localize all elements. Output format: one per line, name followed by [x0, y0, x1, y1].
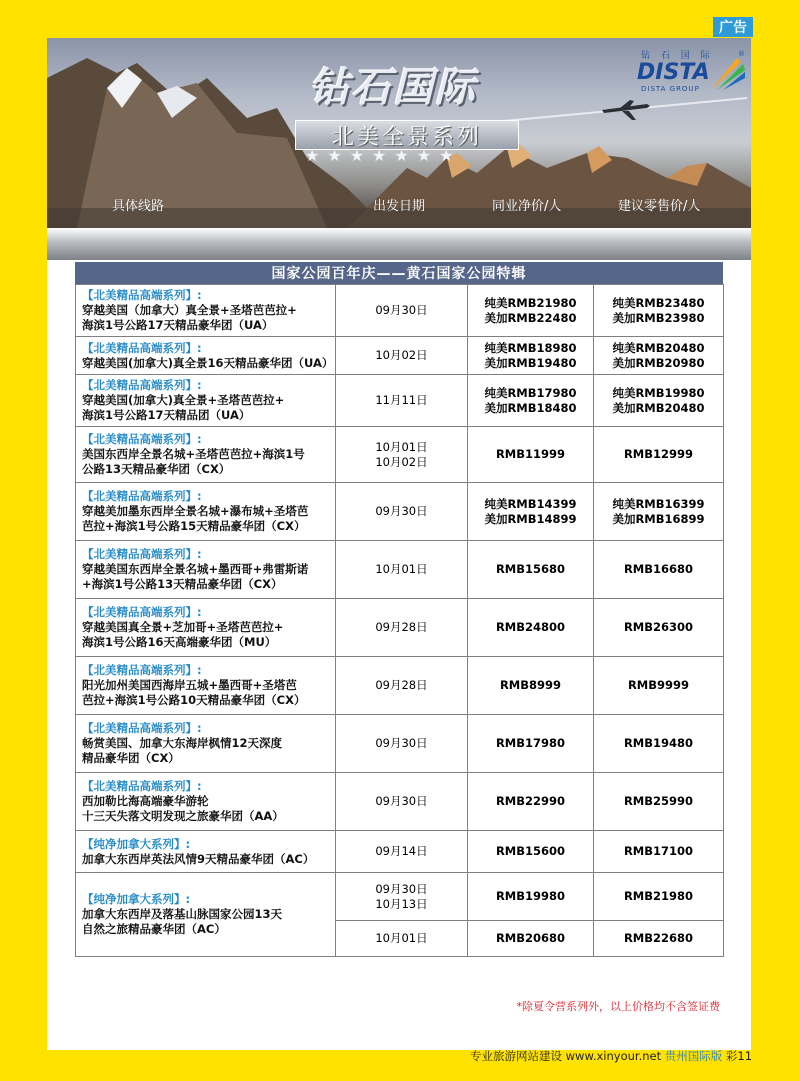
cell-line: 纯美RMB19980 [612, 385, 705, 400]
cell-line: RMB19480 [623, 736, 694, 750]
cell-line: 纯美RMB21980 [484, 295, 577, 310]
cell-line: 纯美RMB17980 [484, 385, 577, 400]
route-cell [76, 715, 336, 773]
route-category: 【北美精品高端系列】: [82, 340, 202, 355]
retail-price-cell [594, 831, 724, 873]
table-row [76, 337, 724, 375]
route-description [82, 907, 329, 937]
retail-price-cell [594, 483, 724, 541]
route-category: 【北美精品高端系列】: [82, 663, 202, 677]
cell-line: 10月01日 [375, 931, 428, 945]
col-header-retail: 建议零售价/人 [618, 199, 701, 214]
cell-line: RMB11999 [495, 447, 566, 461]
date-cell [336, 831, 468, 873]
route-description [82, 562, 329, 592]
cell-line: 美国东西岸全景名城+圣塔芭芭拉+海滨1号 [82, 447, 305, 461]
net-price-cell [468, 483, 594, 541]
route-description [82, 736, 329, 766]
table-title: 国家公园百年庆——黄石国家公园特辑 [75, 262, 723, 284]
cell-line: 穿越美国真全景+芝加哥+圣塔芭芭拉+ [82, 620, 284, 634]
cell-line: RMB17980 [495, 736, 566, 750]
route-description [82, 355, 334, 371]
route-category: 【北美精品高端系列】: [82, 378, 202, 392]
route-category: 【北美精品高端系列】: [82, 547, 202, 561]
column-header-bar [47, 228, 751, 260]
cell-line: 美加RMB20480 [612, 400, 705, 415]
cell-line: 穿越美国(加拿大)真全景+圣塔芭芭拉+ [82, 393, 285, 407]
table-row [76, 483, 724, 541]
route-description [82, 794, 329, 824]
cell-line: 09月28日 [375, 620, 428, 634]
cell-line: 精品豪华团（CX） [82, 751, 180, 765]
retail-price-cell [594, 337, 724, 375]
price-table [75, 262, 723, 957]
net-price-cell [468, 337, 594, 375]
cell-line: 芭拉+海滨1号公路15天精品豪华团（CX） [82, 519, 306, 533]
net-price-cell [468, 831, 594, 873]
date-cell [336, 483, 468, 541]
route-category: 【北美精品高端系列】: [82, 779, 202, 793]
date-cell [336, 541, 468, 599]
route-description [82, 852, 329, 867]
date-cell [336, 375, 468, 427]
col-header-date: 出发日期 [373, 199, 426, 214]
cell-line: 穿越美国(加拿大)真全景16天精品豪华团（UA） [82, 355, 334, 370]
cell-line: 纯美RMB20480 [612, 340, 705, 355]
route-category: 【北美精品高端系列】: [82, 489, 202, 503]
cell-line: 美加RMB19480 [484, 355, 577, 370]
cell-line: 阳光加州美国西海岸五城+墨西哥+圣塔芭 [82, 678, 297, 692]
date-cell [336, 427, 468, 483]
cell-line: RMB15600 [495, 844, 566, 858]
cell-line: 加拿大东西岸及落基山脉国家公园13天 [82, 907, 283, 921]
cell-line: 纯美RMB18980 [484, 340, 577, 355]
ad-tag: 广告 [713, 17, 753, 37]
cell-line: 穿越美国（加拿大）真全景+圣塔芭芭拉+ [82, 303, 297, 317]
table-row [76, 657, 724, 715]
cell-line: 加拿大东西岸英法风情9天精品豪华团（AC） [82, 851, 315, 866]
route-category: 【北美精品高端系列】: [82, 605, 202, 619]
table-row [76, 541, 724, 599]
retail-price-cell [594, 599, 724, 657]
cell-line: RMB17100 [623, 844, 694, 858]
retail-price-cell [594, 375, 724, 427]
cell-line: RMB8999 [499, 678, 562, 692]
table-row [76, 427, 724, 483]
net-price-cell [468, 375, 594, 427]
route-category: 【北美精品高端系列】: [82, 288, 202, 302]
cell-line: 10月02日 [375, 348, 428, 362]
table-row [76, 599, 724, 657]
net-price-cell [468, 541, 594, 599]
route-description [82, 504, 329, 534]
route-cell [76, 285, 336, 337]
cell-line: 09月30日 [375, 794, 428, 808]
star-rating: ★★★★★★★ [305, 146, 462, 165]
route-cell [76, 773, 336, 831]
route-category: 【纯净加拿大系列】: [82, 892, 191, 906]
cell-line: 纯美RMB14399 [484, 496, 577, 511]
route-cell [76, 657, 336, 715]
route-cell [76, 375, 336, 427]
retail-price-cell [594, 285, 724, 337]
cell-line: 09月30日 [375, 303, 428, 317]
route-category: 【纯净加拿大系列】: [82, 836, 191, 851]
date-cell [336, 337, 468, 375]
date-cell [336, 599, 468, 657]
footer-label: 专业旅游网站建设 [470, 1049, 562, 1063]
cell-line: 公路13天精品豪华团（CX） [82, 462, 231, 476]
cell-line: 09月30日 [375, 504, 428, 518]
retail-price-cell [594, 427, 724, 483]
cell-line: 11月11日 [375, 393, 428, 407]
retail-price-cell [594, 715, 724, 773]
page-footer [470, 1048, 752, 1064]
cell-line: RMB15680 [495, 562, 566, 576]
table-row [76, 375, 724, 427]
cell-line: 穿越美国东西岸全景名城+墨西哥+弗雷斯诺 [82, 562, 309, 576]
net-price-cell [468, 599, 594, 657]
retail-price-cell [594, 773, 724, 831]
logo-top-text: 钻 石 国 际 [641, 51, 714, 61]
route-cell [76, 541, 336, 599]
route-cell [76, 427, 336, 483]
cell-line: 十三天失落文明发现之旅豪华团（AA） [82, 809, 284, 823]
net-price-cell: RMB19980 [468, 873, 594, 921]
cell-line: RMB22990 [495, 794, 566, 808]
cell-line: 西加勒比海高端豪华游轮 [82, 794, 209, 808]
route-description [82, 447, 329, 477]
logo-main-text: DISTA [637, 60, 710, 85]
cell-line: 10月13日 [375, 896, 428, 911]
date-cell [336, 921, 468, 957]
cell-line: 海滨1号公路16天高端豪华团（MU） [82, 635, 277, 649]
cell-line: RMB9999 [627, 678, 690, 692]
route-cell [76, 873, 336, 957]
dista-logo [629, 46, 747, 96]
route-category: 【北美精品高端系列】: [82, 432, 202, 446]
net-price-cell [468, 657, 594, 715]
route-description [82, 678, 329, 708]
cell-line: 美加RMB23980 [612, 310, 705, 325]
cell-line: 纯美RMB23480 [612, 295, 705, 310]
footer-url[interactable]: www.xinyour.net [565, 1049, 662, 1063]
logo-swoosh-icon [707, 54, 747, 94]
cell-line: +海滨1号公路13天精品豪华团（CX） [82, 577, 283, 591]
table-row [76, 873, 724, 921]
col-header-net: 同业净价/人 [492, 199, 562, 214]
cell-line: 09月28日 [375, 678, 428, 692]
cell-line: 自然之旅精品豪华团（AC） [82, 922, 226, 936]
net-price-cell [468, 715, 594, 773]
date-cell [336, 285, 468, 337]
series-title: 北美全景系列 [295, 120, 519, 150]
cell-line: RMB12999 [623, 447, 694, 461]
table-row [76, 773, 724, 831]
cell-line: 美加RMB18480 [484, 400, 577, 415]
retail-price-cell: RMB22680 [594, 921, 724, 957]
footer-page-number: 彩11 [725, 1049, 753, 1063]
cell-line: 海滨1号公路17天精品豪华团（UA） [82, 318, 274, 332]
table-row [76, 715, 724, 773]
date-cell [336, 657, 468, 715]
cell-line: RMB24800 [495, 620, 566, 634]
route-description [82, 620, 329, 650]
retail-price-cell [594, 657, 724, 715]
cell-line: 10月01日 [375, 439, 428, 454]
retail-price-cell [594, 541, 724, 599]
cell-line: 美加RMB20980 [612, 355, 705, 370]
visa-note: *除夏令营系列外，以上价格均不含签证费 [516, 1000, 720, 1013]
route-table [75, 284, 724, 957]
cell-line: 美加RMB22480 [484, 310, 577, 325]
date-cell [336, 873, 468, 921]
cell-line: 10月02日 [375, 454, 428, 469]
brand-title: 钻石国际 [309, 65, 477, 111]
cell-line: 畅赏美国、加拿大东海岸枫情12天深度 [82, 736, 283, 750]
cell-line: 美加RMB16899 [612, 511, 705, 526]
route-description [82, 303, 329, 333]
route-description [82, 393, 329, 423]
date-cell [336, 773, 468, 831]
cell-line: 海滨1号公路17天精品团（UA） [82, 408, 251, 422]
route-cell [76, 831, 336, 873]
net-price-cell: RMB20680 [468, 921, 594, 957]
cell-line: 09月30日 [375, 736, 428, 750]
cell-line: 09月30日 [375, 881, 428, 896]
cell-line: 09月14日 [375, 844, 428, 858]
col-header-route: 具体线路 [112, 199, 165, 214]
route-cell [76, 483, 336, 541]
cell-line: 10月01日 [375, 562, 428, 576]
airplane-icon [602, 100, 650, 120]
route-category: 【北美精品高端系列】: [82, 721, 202, 735]
cell-line: RMB25990 [623, 794, 694, 808]
cell-line: 芭拉+海滨1号公路10天精品豪华团（CX） [82, 693, 306, 707]
cell-line: RMB26300 [623, 620, 694, 634]
cell-line: RMB16680 [623, 562, 694, 576]
net-price-cell [468, 427, 594, 483]
route-cell [76, 599, 336, 657]
logo-sub-text: DISTA GROUP [641, 85, 700, 93]
logo-registered: ® [738, 50, 745, 58]
retail-price-cell: RMB21980 [594, 873, 724, 921]
cell-line: 纯美RMB16399 [612, 496, 705, 511]
route-cell [76, 337, 336, 375]
net-price-cell [468, 285, 594, 337]
cell-line: 美加RMB14899 [484, 511, 577, 526]
date-cell [336, 715, 468, 773]
footer-edition: 贵州国际版 [664, 1049, 723, 1063]
cell-line: 穿越美加墨东西岸全景名城+瀑布城+圣塔芭 [82, 504, 309, 518]
net-price-cell [468, 773, 594, 831]
table-row [76, 831, 724, 873]
table-row [76, 285, 724, 337]
